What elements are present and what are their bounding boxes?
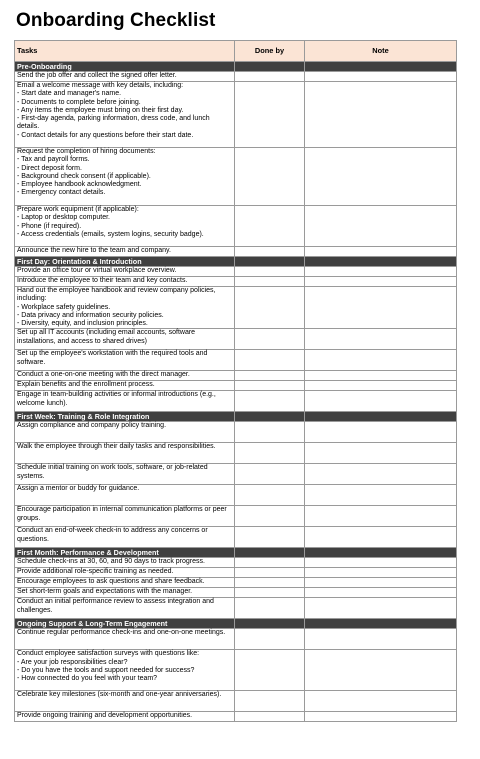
task-text: Celebrate key milestones (six-month and one-year anniversaries).	[15, 691, 235, 712]
note-cell[interactable]	[305, 422, 457, 443]
task-text: Conduct an initial performance review to assess integration and challenges.	[15, 598, 235, 619]
note-cell[interactable]	[305, 72, 457, 82]
note-cell[interactable]	[305, 568, 457, 578]
table-row	[15, 267, 457, 277]
table-row	[15, 443, 457, 464]
done-by-cell[interactable]	[235, 527, 305, 548]
table-row	[15, 578, 457, 588]
note-cell[interactable]	[305, 391, 457, 412]
done-by-cell[interactable]	[235, 267, 305, 277]
note-cell[interactable]	[305, 485, 457, 506]
task-text: Prepare work equipment (if applicable): - Laptop or desktop computer. - Phone (if required). - Access credentials (emails, system logins, security badge).	[15, 206, 235, 247]
table-row	[15, 485, 457, 506]
note-cell[interactable]	[305, 588, 457, 598]
checklist-table	[14, 40, 457, 722]
done-by-cell[interactable]	[235, 422, 305, 443]
task-text: Conduct an end-of-week check-in to address any concerns or questions.	[15, 527, 235, 548]
task-text: Engage in team-building activities or informal introductions (e.g., welcome lunch).	[15, 391, 235, 412]
task-text: Schedule check-ins at 30, 60, and 90 days to track progress.	[15, 558, 235, 568]
task-text: Encourage employees to ask questions and share feedback.	[15, 578, 235, 588]
task-text: Explain benefits and the enrollment process.	[15, 381, 235, 391]
table-row	[15, 277, 457, 287]
done-by-cell[interactable]	[235, 206, 305, 247]
note-cell[interactable]	[305, 650, 457, 691]
table-row	[15, 464, 457, 485]
note-cell[interactable]	[305, 148, 457, 206]
note-cell[interactable]	[305, 329, 457, 350]
note-cell[interactable]	[305, 558, 457, 568]
note-cell[interactable]	[305, 287, 457, 329]
note-cell[interactable]	[305, 712, 457, 722]
header-row	[15, 41, 457, 62]
table-row	[15, 287, 457, 329]
done-by-cell[interactable]	[235, 148, 305, 206]
section-header-row	[15, 257, 457, 267]
section-filler-done	[235, 412, 305, 422]
note-cell[interactable]	[305, 629, 457, 650]
note-cell[interactable]	[305, 206, 457, 247]
done-by-cell[interactable]	[235, 391, 305, 412]
section-title: Pre-Onboarding	[15, 62, 235, 72]
table-row	[15, 422, 457, 443]
task-text: Encourage participation in internal communication platforms or peer groups.	[15, 506, 235, 527]
section-title: First Day: Orientation & Introduction	[15, 257, 235, 267]
note-cell[interactable]	[305, 277, 457, 287]
task-text: Provide an office tour or virtual workplace overview.	[15, 267, 235, 277]
note-cell[interactable]	[305, 506, 457, 527]
note-cell[interactable]	[305, 578, 457, 588]
task-text: Announce the new hire to the team and company.	[15, 247, 235, 257]
done-by-cell[interactable]	[235, 568, 305, 578]
note-cell[interactable]	[305, 691, 457, 712]
task-text: Set short-term goals and expectations with the manager.	[15, 588, 235, 598]
done-by-cell[interactable]	[235, 578, 305, 588]
task-text: Email a welcome message with key details, including: - Start date and manager's name. - Documents to complete before joining. - Any items the employee must bring on their first day. - First-day agenda, parking information, dress code, and lunch details. - Contact details for any questions before their start date.	[15, 82, 235, 148]
done-by-cell[interactable]	[235, 350, 305, 371]
task-text: Provide additional role-specific training as needed.	[15, 568, 235, 578]
table-row	[15, 629, 457, 650]
page-title: Onboarding Checklist	[16, 10, 216, 31]
section-filler-note	[305, 257, 457, 267]
section-title: First Month: Performance & Development	[15, 548, 235, 558]
done-by-cell[interactable]	[235, 371, 305, 381]
note-cell[interactable]	[305, 464, 457, 485]
done-by-cell[interactable]	[235, 588, 305, 598]
done-by-cell[interactable]	[235, 629, 305, 650]
section-header-row	[15, 62, 457, 72]
done-by-cell[interactable]	[235, 464, 305, 485]
note-cell[interactable]	[305, 247, 457, 257]
section-filler-done	[235, 619, 305, 629]
task-text: Conduct a one-on-one meeting with the direct manager.	[15, 371, 235, 381]
task-text: Continue regular performance check-ins and one-on-one meetings.	[15, 629, 235, 650]
done-by-cell[interactable]	[235, 82, 305, 148]
task-text: Introduce the employee to their team and key contacts.	[15, 277, 235, 287]
section-filler-note	[305, 619, 457, 629]
section-header-row	[15, 619, 457, 629]
table-row	[15, 568, 457, 578]
task-text: Provide ongoing training and development opportunities.	[15, 712, 235, 722]
note-cell[interactable]	[305, 371, 457, 381]
done-by-cell[interactable]	[235, 506, 305, 527]
table-row	[15, 527, 457, 548]
table-row	[15, 82, 457, 148]
note-cell[interactable]	[305, 381, 457, 391]
section-header-row	[15, 548, 457, 558]
task-text: Assign compliance and company policy training.	[15, 422, 235, 443]
done-by-cell[interactable]	[235, 277, 305, 287]
table-row	[15, 506, 457, 527]
done-by-cell[interactable]	[235, 558, 305, 568]
section-filler-done	[235, 62, 305, 72]
table-row	[15, 247, 457, 257]
table-row	[15, 558, 457, 568]
done-by-cell[interactable]	[235, 72, 305, 82]
done-by-cell[interactable]	[235, 712, 305, 722]
done-by-cell[interactable]	[235, 381, 305, 391]
table-row	[15, 691, 457, 712]
column-header-done-by: Done by	[235, 41, 305, 62]
task-text: Request the completion of hiring documents: - Tax and payroll forms. - Direct deposit form. - Background check consent (if applicable). - Employee handbook acknowledgment. - Emergency contact details.	[15, 148, 235, 206]
done-by-cell[interactable]	[235, 329, 305, 350]
table-row	[15, 588, 457, 598]
task-text: Set up the employee's workstation with the required tools and software.	[15, 350, 235, 371]
note-cell[interactable]	[305, 350, 457, 371]
note-cell[interactable]	[305, 443, 457, 464]
table-row	[15, 371, 457, 381]
column-header-tasks: Tasks	[15, 41, 235, 62]
note-cell[interactable]	[305, 82, 457, 148]
done-by-cell[interactable]	[235, 247, 305, 257]
section-filler-note	[305, 62, 457, 72]
section-title: Ongoing Support & Long-Term Engagement	[15, 619, 235, 629]
task-text: Conduct employee satisfaction surveys with questions like: - Are your job responsibilities clear? - Do you have the tools and support needed for success? - How connected do you feel with your team?	[15, 650, 235, 691]
section-filler-done	[235, 548, 305, 558]
checklist-body	[15, 62, 457, 722]
task-text: Send the job offer and collect the signed offer letter.	[15, 72, 235, 82]
table-row	[15, 598, 457, 619]
note-cell[interactable]	[305, 527, 457, 548]
section-filler-note	[305, 412, 457, 422]
table-row	[15, 72, 457, 82]
done-by-cell[interactable]	[235, 598, 305, 619]
done-by-cell[interactable]	[235, 287, 305, 329]
section-filler-note	[305, 548, 457, 558]
section-header-row	[15, 412, 457, 422]
done-by-cell[interactable]	[235, 650, 305, 691]
note-cell[interactable]	[305, 598, 457, 619]
table-row	[15, 148, 457, 206]
done-by-cell[interactable]	[235, 691, 305, 712]
note-cell[interactable]	[305, 267, 457, 277]
table-row	[15, 350, 457, 371]
task-text: Set up all IT accounts (including email accounts, software installations, and access to shared drives)	[15, 329, 235, 350]
task-text: Hand out the employee handbook and review company policies, including: - Workplace safety guidelines. - Data privacy and information security policies. - Diversity, equity, and inclusion principles.	[15, 287, 235, 329]
table-row	[15, 650, 457, 691]
table-row	[15, 391, 457, 412]
section-title: First Week: Training & Role Integration	[15, 412, 235, 422]
table-row	[15, 206, 457, 247]
done-by-cell[interactable]	[235, 443, 305, 464]
task-text: Schedule initial training on work tools, software, or job-related systems.	[15, 464, 235, 485]
table-row	[15, 712, 457, 722]
section-filler-done	[235, 257, 305, 267]
column-header-note: Note	[305, 41, 457, 62]
task-text: Walk the employee through their daily tasks and responsibilities.	[15, 443, 235, 464]
table-row	[15, 381, 457, 391]
done-by-cell[interactable]	[235, 485, 305, 506]
task-text: Assign a mentor or buddy for guidance.	[15, 485, 235, 506]
table-row	[15, 329, 457, 350]
